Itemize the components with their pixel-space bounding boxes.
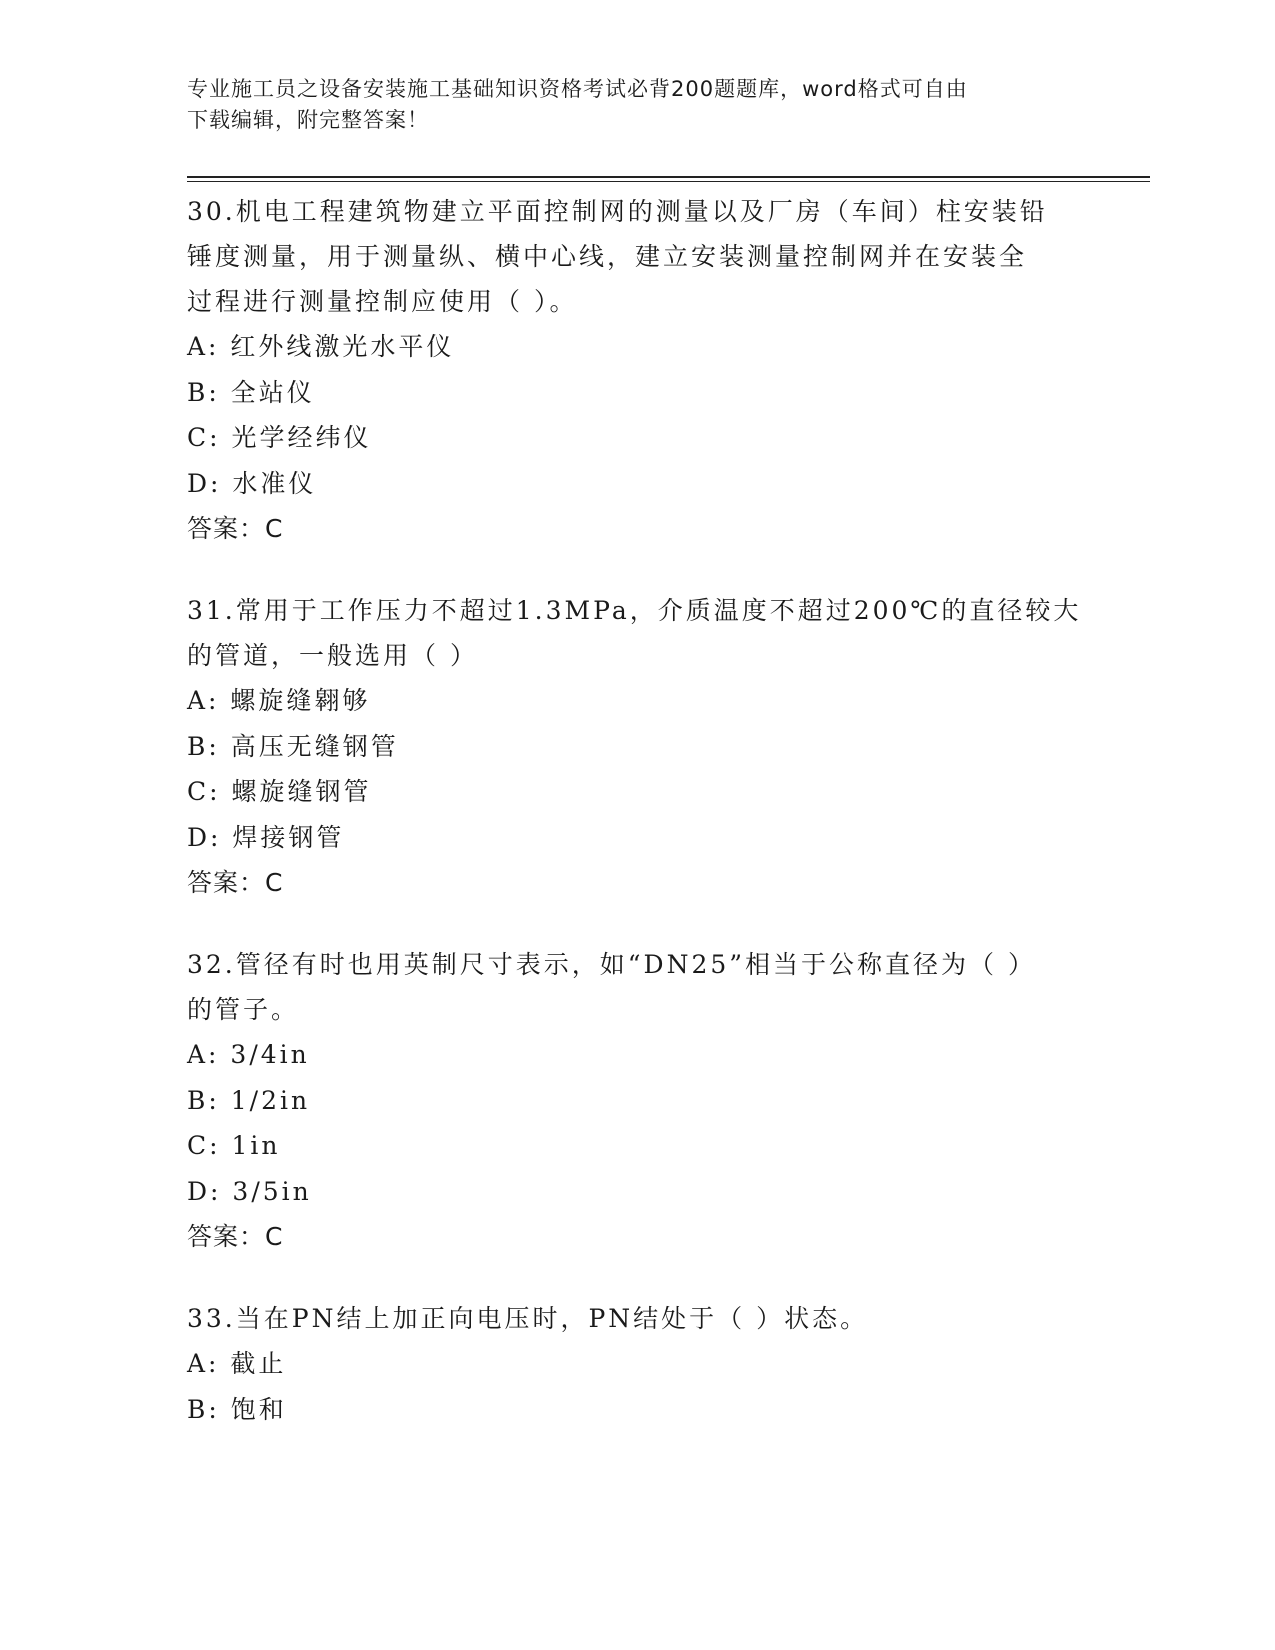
option-b: B: 高压无缝钢管	[187, 731, 399, 761]
question-line: 30.机电工程建筑物建立平面控制网的测量以及厂房（车间）柱安装铅	[187, 197, 1048, 226]
option-c: C: 螺旋缝钢管	[187, 777, 372, 806]
option-a: A: 截止	[187, 1349, 287, 1378]
answer-line: 答案：C	[187, 514, 284, 543]
question-line: 33.当在PN结上加正向电压时，PN结处于（ ）状态。	[187, 1304, 869, 1333]
question-line: 的管子。	[187, 995, 300, 1024]
option-d: D: 焊接钢管	[187, 822, 345, 852]
question-line: 32.管径有时也用英制尺寸表示，如“DN25”相当于公称直径为（ ）	[187, 950, 1036, 979]
question-31	[187, 588, 1087, 906]
answer-line: 答案：C	[187, 1222, 284, 1251]
option-b: B: 1/2in	[187, 1085, 311, 1115]
option-a: A: 3/4in	[187, 1040, 310, 1069]
question-33	[187, 1296, 1087, 1432]
option-c: C: 1in	[187, 1131, 281, 1160]
document-header	[187, 74, 1067, 136]
question-32	[187, 942, 1087, 1260]
question-text	[187, 588, 1087, 678]
option-c: C: 光学经纬仪	[187, 423, 372, 452]
question-list	[187, 189, 1087, 1468]
question-line: 31.常用于工作压力不超过1.3MPa，介质温度不超过200℃的直径较大	[187, 596, 1082, 625]
question-line: 过程进行测量控制应使用（ ）。	[187, 287, 578, 316]
question-text	[187, 189, 1087, 324]
question-line: 的管道，一般选用（ ）	[187, 641, 478, 670]
header-line-2: 下载编辑，附完整答案！	[187, 108, 429, 132]
question-text	[187, 942, 1087, 1032]
option-d: D: 3/5in	[187, 1176, 312, 1206]
header-line-1: 专业施工员之设备安装施工基础知识资格考试必背200题题库，word格式可自由	[187, 77, 968, 101]
answer-line: 答案：C	[187, 868, 284, 897]
option-d: D: 水准仪	[187, 468, 317, 498]
question-text	[187, 1296, 1087, 1341]
header-divider	[187, 176, 1150, 182]
option-b: B: 饱和	[187, 1394, 287, 1424]
question-30	[187, 189, 1087, 552]
question-line: 锤度测量，用于测量纵、横中心线，建立安装测量控制网并在安装全	[187, 242, 1028, 271]
option-b: B: 全站仪	[187, 377, 315, 407]
option-a: A: 红外线激光水平仪	[187, 332, 455, 361]
option-a: A: 螺旋缝翱够	[187, 686, 371, 715]
